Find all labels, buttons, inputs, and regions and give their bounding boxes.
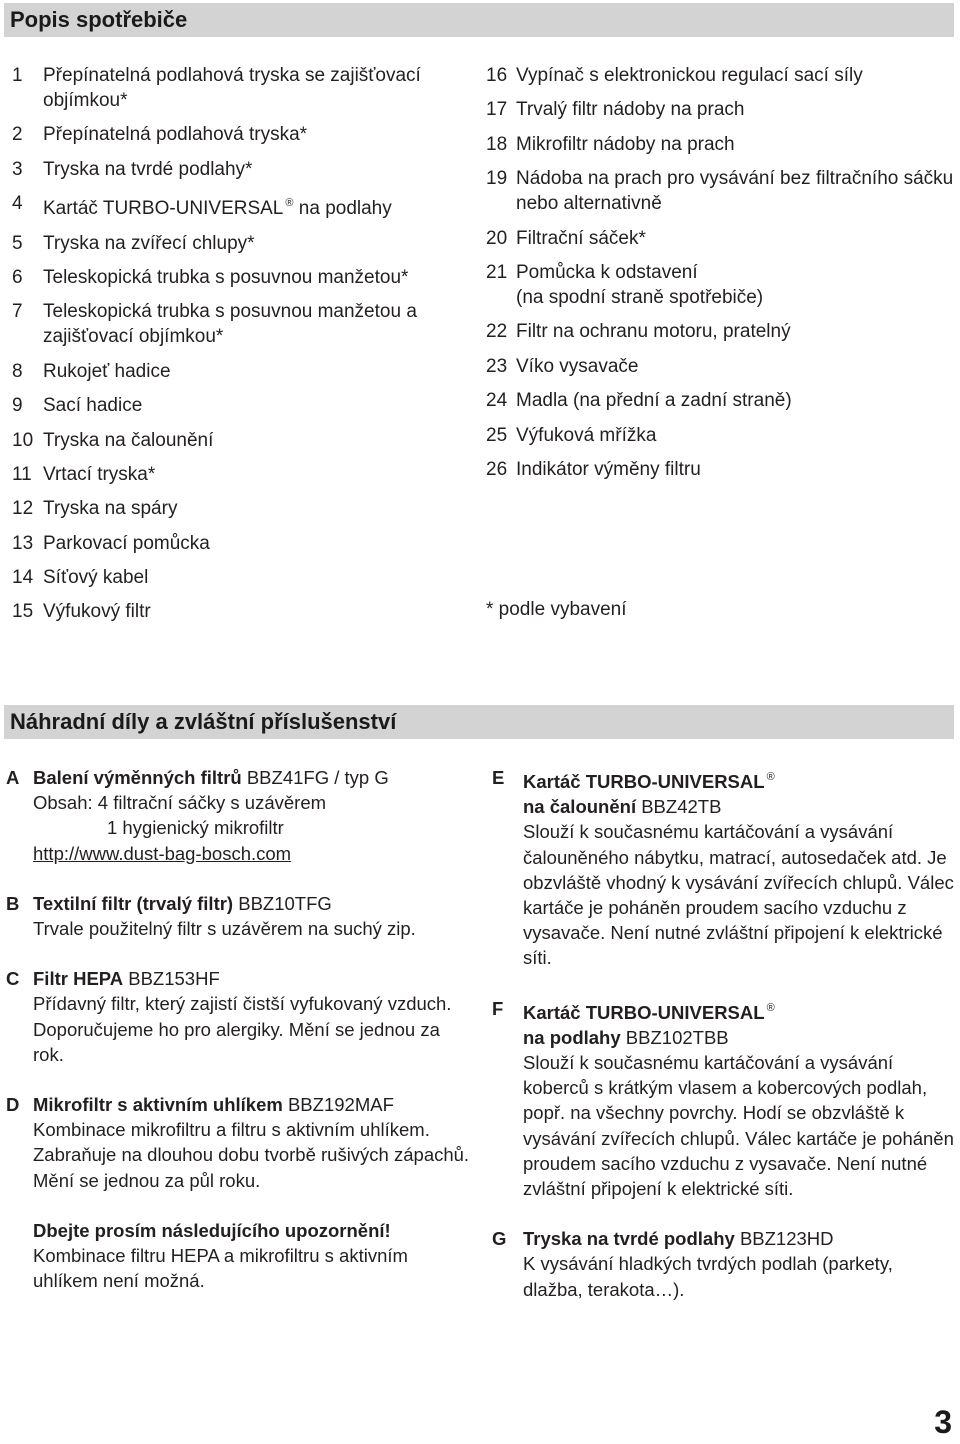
section-title-spare-parts: Náhradní díly a zvláštní příslušenství [4,705,954,739]
item-code: BBZ123HD [739,1228,834,1250]
item-text: Teleskopická trubka s posuvnou manžetou a zajišťovací objímkou* [43,301,417,348]
item-text: Filtr na ochranu motoru, pratelný [516,321,791,343]
registered-mark: ® [766,1001,775,1014]
parts-list-left [12,63,474,634]
item-number: 10 [12,429,34,451]
item-number: 14 [12,567,34,589]
item-description: Trvale použitelný filtr s uzávěrem na suchý zip. [33,918,416,940]
item-description: Přídavný filtr, který zajistí čistší vyfukovaný vzduch. [33,993,452,1015]
item-letter: D [6,1094,20,1116]
item-number: 7 [12,301,23,323]
section-title-appliance-description: Popis spotřebiče [4,3,954,37]
footnote: * podle vybavení [486,599,627,620]
item-description: Slouží k současnému kartáčování a vysávání koberců s krátkým vlasem a kobercových podlah, popř. na všechny povrchy. Hodí se obzvláště k vysávání zvířecích chlupů. Válec kartáče je poháněn proudem sacího vzduchu z vysavače. Není nutné zvláštní připojení k elektrické síti. [523,1052,954,1200]
item-title: Kartáč TURBO-UNIVERSAL [523,1001,765,1023]
item-number: 22 [486,321,508,343]
item-text: Parkovací pomůcka [43,532,210,554]
item-title: Balení výměnných filtrů [33,767,242,788]
item-number: 2 [12,124,23,146]
accessory-item-a [6,765,472,866]
item-code: BBZ192MAF [287,1094,394,1116]
list-item [486,132,954,157]
accessory-item-c [6,966,472,1067]
item-description: K vysávání hladkých tvrdých podlah (parkety, dlažba, terakota…). [523,1253,893,1300]
item-text: Nádoba na prach pro vysávání bez filtračního sáčku nebo alternativně [516,168,954,215]
list-item [12,157,474,182]
item-text: Rukojeť hadice [43,360,171,382]
item-code: BBZ42TB [641,796,722,818]
list-item [486,457,954,482]
page-number: 3 [934,1404,952,1440]
list-item [12,63,474,113]
accessory-item-d [6,1092,472,1193]
item-text: Filtrační sáček* [516,227,646,249]
item-text: Tryska na zvířecí chlupy* [43,232,255,254]
item-number: 5 [12,232,23,254]
item-number: 1 [12,65,23,86]
item-number: 25 [486,424,508,446]
item-text: Přepínatelná podlahová tryska se zajišťovací objímkou* [43,65,421,111]
item-letter: B [6,892,20,914]
item-number: 12 [12,498,34,520]
item-text: Teleskopická trubka s posuvnou manžetou* [43,266,409,288]
item-letter: E [492,767,505,788]
item-text: Tryska na čalounění [43,429,214,451]
item-number: 24 [486,390,508,412]
item-title: Kartáč TURBO-UNIVERSAL [523,771,765,792]
item-code: BBZ153HF [128,968,220,990]
parts-list-right [486,63,954,491]
item-number: 26 [486,458,508,480]
list-item [486,319,954,344]
warning-note [33,1218,472,1294]
item-number: 17 [486,99,508,121]
item-code: BBZ41FG / typ G [246,767,389,788]
list-item [486,63,954,88]
item-number: 8 [12,360,23,382]
list-item [486,260,954,310]
item-number: 6 [12,266,23,288]
list-item [12,393,474,418]
list-item [12,462,474,487]
item-number: 4 [12,193,23,215]
list-item [486,97,954,122]
item-text: Síťový kabel [43,567,149,589]
item-text: Vrtací tryska* [43,463,156,485]
list-item [486,166,954,216]
list-item [12,265,474,290]
item-text: Kartáč TURBO-UNIVERSAL ® na podlahy [43,197,392,220]
item-number: 9 [12,395,23,417]
item-number: 21 [486,261,508,283]
item-letter: G [492,1228,507,1250]
list-item [12,359,474,384]
item-number: 20 [486,227,508,249]
item-text: Pomůcka k odstavení (na spodní straně spotřebiče) [516,261,764,308]
item-description: Kombinace mikrofiltru a filtru s aktivním uhlíkem. Zabraňuje na dlouhou dobu tvorbě rušivých zápachů. Mění se jednou za půl roku. [33,1119,470,1191]
list-item [12,231,474,256]
item-text: Indikátor výměny filtru [516,458,701,480]
item-letter: C [6,968,20,990]
contents-line: 1 hygienický mikrofiltr [107,817,284,839]
item-text: Trvalý filtr nádoby na prach [516,99,745,121]
item-subtitle: na podlahy [523,1026,621,1048]
item-number: 19 [486,168,508,190]
list-item [12,496,474,521]
item-code: BBZ102TBB [625,1026,729,1048]
item-text: Madla (na přední a zadní straně) [516,390,792,412]
item-description: Doporučujeme ho pro alergiky. Mění se jednou za rok. [33,1018,440,1065]
dust-bag-link[interactable]: http://www.dust-bag-bosch.com [33,842,292,864]
item-text: Tryska na tvrdé podlahy* [43,158,253,180]
accessory-item-g [492,1226,954,1302]
item-text: Tryska na spáry [43,498,178,520]
item-title: Mikrofiltr s aktivním uhlíkem [33,1094,283,1116]
item-number: 16 [486,65,508,86]
item-description: Slouží k současnému kartáčování a vysávání čalouněného nábytku, matrací, autosedaček atd. Je obzvláště vhodný k vysávání zvířecích chlupů. Válec kartáče je poháněn proudem sacího vzduchu z vysavače. Není nutné zvláštní připojení k elektrické síti. [523,821,954,969]
list-item [12,428,474,453]
accessories-left [6,765,472,1293]
list-item [486,226,954,251]
list-item [12,191,474,221]
item-text: Výfukový filtr [43,601,151,623]
item-number: 15 [12,601,34,623]
item-number: 13 [12,532,34,554]
item-text: Vypínač s elektronickou regulací sací síly [516,65,863,86]
item-subtitle: na čalounění [523,796,637,818]
accessory-item-f [492,996,954,1202]
item-number: 3 [12,158,23,180]
item-text: Sací hadice [43,395,143,417]
contents-line: Obsah: 4 filtrační sáčky s uzávěrem [33,792,327,814]
accessory-item-e [492,765,954,971]
item-title: Textilní filtr (trvalý filtr) [33,892,234,914]
list-item [12,599,474,624]
warning-text: Kombinace filtru HEPA a mikrofiltru s aktivním uhlíkem není možná. [33,1245,408,1292]
item-text: Výfuková mřížka [516,424,657,446]
accessory-item-b [6,891,472,941]
item-letter: A [6,767,20,788]
item-letter: F [492,997,504,1019]
list-item [12,565,474,590]
item-number: 23 [486,355,508,377]
item-title: Filtr HEPA [33,968,124,990]
item-title: Tryska na tvrdé podlahy [523,1228,735,1250]
list-item [12,299,474,349]
list-item [12,122,474,147]
list-item [12,531,474,556]
item-code: BBZ10TFG [238,892,332,914]
item-number: 11 [12,463,32,485]
item-number: 18 [486,133,508,155]
registered-mark: ® [766,771,775,783]
registered-mark: ® [285,197,294,210]
item-text: Přepínatelná podlahová tryska* [43,124,308,146]
item-text: Víko vysavače [516,355,639,377]
item-text: Mikrofiltr nádoby na prach [516,133,735,155]
warning-title: Dbejte prosím následujícího upozornění! [33,1219,391,1241]
accessories-right [492,765,954,1327]
list-item [486,388,954,413]
list-item [486,354,954,379]
list-item [486,423,954,448]
